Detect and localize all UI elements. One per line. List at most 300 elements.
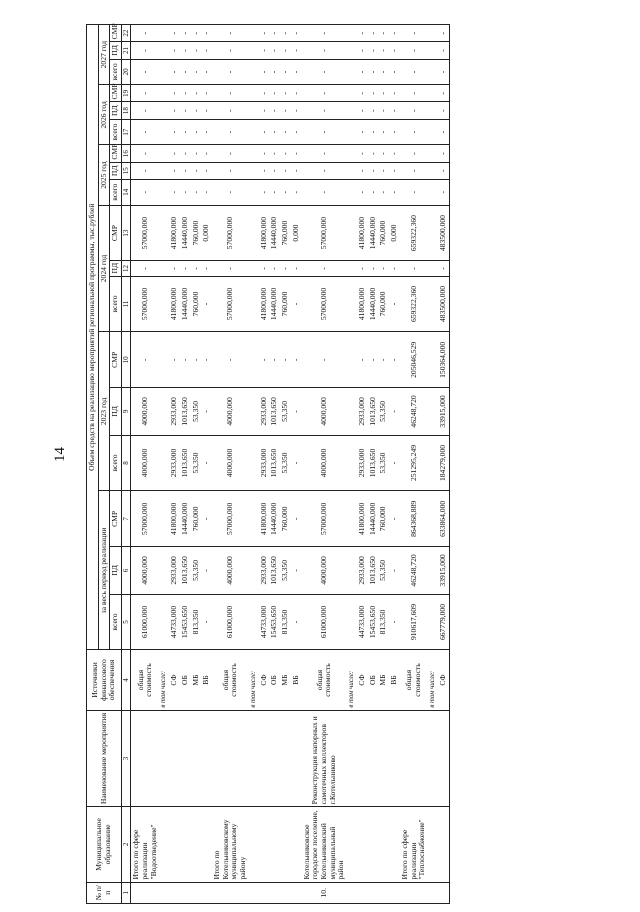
table-cell <box>347 179 357 205</box>
table-cell <box>259 882 270 903</box>
table-body <box>131 25 449 904</box>
column-number: 2 <box>122 807 131 882</box>
table-cell: - <box>201 162 212 179</box>
table-cell: 4000,000 <box>131 435 160 491</box>
table-cell: 483500,000 <box>438 276 449 332</box>
table-cell: - <box>291 85 302 102</box>
table-cell: - <box>389 332 400 388</box>
table-cell: 4000,000 <box>302 435 348 491</box>
table-cell <box>378 710 389 807</box>
table-cell: - <box>131 261 160 276</box>
header-municipality: Муниципальное образование <box>87 807 122 882</box>
table-cell: - <box>291 261 302 276</box>
table-cell <box>191 807 202 882</box>
table-cell: - <box>191 145 202 162</box>
table-cell: - <box>169 179 180 205</box>
table-cell: 14440,000 <box>180 491 191 547</box>
column-number: 5 <box>122 594 131 650</box>
table-cell <box>428 42 438 59</box>
column-number: 15 <box>122 162 131 179</box>
table-cell: - <box>280 145 291 162</box>
table-cell: - <box>269 102 280 119</box>
table-row <box>428 25 438 904</box>
table-cell <box>357 710 368 807</box>
table-cell <box>249 102 259 119</box>
table-cell: МБ <box>280 650 291 710</box>
table-cell: 1013,650 <box>269 547 280 594</box>
table-cell: - <box>212 145 249 162</box>
table-cell <box>159 594 169 650</box>
budget-sheet <box>86 24 582 904</box>
table-cell <box>428 119 438 145</box>
table-cell: 14440,000 <box>368 276 379 332</box>
table-cell: - <box>389 388 400 435</box>
table-cell: - <box>389 162 400 179</box>
table-cell: - <box>169 85 180 102</box>
subheader-cell: всего <box>110 59 122 85</box>
table-row <box>169 25 180 904</box>
table-cell: 33915,000 <box>438 388 449 435</box>
table-cell: - <box>291 179 302 205</box>
table-cell <box>428 85 438 102</box>
table-cell: общая стоимость <box>131 650 160 710</box>
table-cell: - <box>201 491 212 547</box>
table-cell: - <box>378 332 389 388</box>
table-cell: МБ <box>191 650 202 710</box>
table-cell: - <box>259 145 270 162</box>
table-cell <box>249 388 259 435</box>
table-cell: 0,000 <box>389 205 400 261</box>
table-cell: 760,000 <box>191 491 202 547</box>
table-cell: 760,000 <box>280 205 291 261</box>
table-cell: - <box>269 59 280 85</box>
table-cell: - <box>400 59 428 85</box>
table-cell: 760,000 <box>191 205 202 261</box>
table-cell: - <box>368 145 379 162</box>
subheader-cell: ПД <box>110 261 122 276</box>
table-cell <box>357 807 368 882</box>
subheader-cell: всего <box>110 435 122 491</box>
table-cell: 15453,650 <box>180 594 191 650</box>
table-cell: 57000,000 <box>302 276 348 332</box>
table-cell: 813,350 <box>378 594 389 650</box>
table-cell: СФ <box>259 650 270 710</box>
table-cell <box>249 145 259 162</box>
table-cell <box>347 162 357 179</box>
header-column-numbers <box>122 25 131 904</box>
table-row <box>389 25 400 904</box>
subheader-cell: всего <box>110 276 122 332</box>
header-year-2027: 2027 год <box>98 25 110 85</box>
table-cell: - <box>259 102 270 119</box>
table-cell: - <box>389 261 400 276</box>
subheader-cell: СМР <box>110 85 122 102</box>
table-cell <box>159 807 169 882</box>
table-cell: - <box>357 102 368 119</box>
table-cell: - <box>400 162 428 179</box>
table-cell <box>280 807 291 882</box>
table-cell: - <box>389 594 400 650</box>
table-cell: 1013,650 <box>180 388 191 435</box>
table-cell: - <box>400 119 428 145</box>
table-cell <box>159 119 169 145</box>
table-cell <box>428 491 438 547</box>
table-cell: - <box>259 85 270 102</box>
table-cell: - <box>280 162 291 179</box>
table-cell: - <box>201 85 212 102</box>
column-number: 7 <box>122 491 131 547</box>
table-cell <box>347 25 357 42</box>
table-cell: - <box>378 145 389 162</box>
table-cell: - <box>212 42 249 59</box>
table-cell: 46248,720 <box>400 388 428 435</box>
table-cell <box>378 807 389 882</box>
table-cell: - <box>400 179 428 205</box>
table-cell: - <box>201 119 212 145</box>
table-row <box>249 25 259 904</box>
table-cell: - <box>212 25 249 42</box>
table-cell <box>347 435 357 491</box>
table-row <box>302 25 348 904</box>
table-cell: - <box>389 547 400 594</box>
table-cell: - <box>280 261 291 276</box>
table-cell: в том числе: <box>249 650 259 710</box>
table-cell <box>389 710 400 807</box>
table-cell: - <box>357 261 368 276</box>
table-cell: - <box>368 179 379 205</box>
table-cell: 53,350 <box>191 388 202 435</box>
table-cell: 41800,000 <box>357 276 368 332</box>
table-cell <box>438 710 449 807</box>
table-cell: - <box>169 59 180 85</box>
table-cell: 633864,000 <box>438 491 449 547</box>
table-cell: - <box>389 276 400 332</box>
table-cell: - <box>368 261 379 276</box>
table-cell: - <box>201 59 212 85</box>
table-cell: - <box>438 261 449 276</box>
table-cell <box>428 59 438 85</box>
table-cell: - <box>212 59 249 85</box>
table-cell <box>438 882 449 903</box>
table-row <box>131 25 160 904</box>
table-cell: 41800,000 <box>259 205 270 261</box>
subheader-cell: СМР <box>110 25 122 42</box>
table-cell: - <box>169 102 180 119</box>
table-cell: 2933,000 <box>357 435 368 491</box>
table-cell <box>428 547 438 594</box>
table-cell <box>428 25 438 42</box>
table-cell: - <box>212 119 249 145</box>
table-cell: 14440,000 <box>368 205 379 261</box>
table-cell: 53,350 <box>378 388 389 435</box>
table-cell: - <box>291 276 302 332</box>
table-cell <box>400 882 428 903</box>
table-row <box>357 25 368 904</box>
table-cell: - <box>201 594 212 650</box>
table-cell: 4000,000 <box>212 547 249 594</box>
table-cell <box>159 42 169 59</box>
table-cell <box>269 710 280 807</box>
table-cell: 4000,000 <box>131 547 160 594</box>
table-cell: - <box>378 102 389 119</box>
table-cell: 44733,000 <box>357 594 368 650</box>
table-cell: - <box>302 59 348 85</box>
table-cell: 41800,000 <box>169 276 180 332</box>
table-cell <box>169 882 180 903</box>
table-cell: - <box>291 332 302 388</box>
column-number: 11 <box>122 276 131 332</box>
table-cell <box>347 59 357 85</box>
table-cell <box>201 882 212 903</box>
table-cell: - <box>291 162 302 179</box>
table-cell: - <box>400 261 428 276</box>
table-cell <box>249 491 259 547</box>
table-cell: - <box>269 119 280 145</box>
column-number: 10 <box>122 332 131 388</box>
column-number: 21 <box>122 42 131 59</box>
table-row <box>201 25 212 904</box>
table-cell <box>269 807 280 882</box>
table-cell: - <box>201 276 212 332</box>
table-cell <box>180 807 191 882</box>
table-cell: - <box>169 42 180 59</box>
table-cell <box>428 435 438 491</box>
table-cell <box>389 882 400 903</box>
table-cell <box>159 332 169 388</box>
table-cell <box>159 388 169 435</box>
table-cell: - <box>131 145 160 162</box>
table-cell: - <box>212 332 249 388</box>
column-number: 6 <box>122 547 131 594</box>
table-cell: - <box>191 162 202 179</box>
table-cell <box>159 710 169 807</box>
table-cell <box>249 59 259 85</box>
table-cell <box>347 276 357 332</box>
table-cell: - <box>400 25 428 42</box>
table-cell <box>347 85 357 102</box>
column-number: 18 <box>122 102 131 119</box>
table-cell <box>159 276 169 332</box>
table-cell: - <box>357 59 368 85</box>
table-cell: - <box>131 119 160 145</box>
table-cell: - <box>291 119 302 145</box>
header-source: Источники финансового обеспечения <box>87 650 122 710</box>
table-cell: в том числе: <box>428 650 438 710</box>
table-cell: - <box>180 25 191 42</box>
table-cell: - <box>180 59 191 85</box>
table-cell: - <box>269 179 280 205</box>
table-cell <box>249 276 259 332</box>
column-number: 12 <box>122 261 131 276</box>
table-cell <box>347 205 357 261</box>
table-cell: 41800,000 <box>357 205 368 261</box>
table-cell: - <box>438 119 449 145</box>
table-cell <box>428 162 438 179</box>
table-cell <box>180 710 191 807</box>
table-cell: - <box>438 179 449 205</box>
table-cell <box>347 261 357 276</box>
table-cell <box>400 710 428 807</box>
table-cell <box>428 388 438 435</box>
table-cell: - <box>280 179 291 205</box>
table-cell <box>259 807 270 882</box>
table-cell: - <box>269 332 280 388</box>
table-cell: - <box>378 42 389 59</box>
table-cell <box>249 435 259 491</box>
table-cell: - <box>259 261 270 276</box>
table-cell: - <box>389 119 400 145</box>
table-cell: - <box>131 332 160 388</box>
table-cell <box>368 882 379 903</box>
table-cell: 2933,000 <box>169 388 180 435</box>
table-cell: - <box>191 119 202 145</box>
table-cell: - <box>357 145 368 162</box>
table-cell <box>159 547 169 594</box>
table-cell: - <box>131 25 160 42</box>
table-cell: - <box>269 162 280 179</box>
table-cell: - <box>131 102 160 119</box>
table-cell: - <box>291 102 302 119</box>
table-cell <box>347 882 357 903</box>
table-cell <box>428 710 438 807</box>
table-cell <box>159 59 169 85</box>
table-cell: 910617,609 <box>400 594 428 650</box>
column-number: 4 <box>122 650 131 710</box>
table-cell <box>347 491 357 547</box>
table-cell <box>169 807 180 882</box>
table-cell <box>159 102 169 119</box>
table-cell: 760,000 <box>378 491 389 547</box>
table-cell: 41800,000 <box>259 491 270 547</box>
table-cell <box>249 25 259 42</box>
table-row <box>368 25 379 904</box>
table-cell: - <box>269 42 280 59</box>
table-cell: 14440,000 <box>269 276 280 332</box>
table-cell: - <box>212 179 249 205</box>
table-cell: - <box>259 42 270 59</box>
table-row <box>269 25 280 904</box>
table-cell <box>428 594 438 650</box>
table-cell: - <box>131 85 160 102</box>
table-cell: ОБ <box>180 650 191 710</box>
table-cell: - <box>291 491 302 547</box>
table-cell: ВБ <box>389 650 400 710</box>
table-cell <box>212 882 249 903</box>
table-cell: 1013,650 <box>180 435 191 491</box>
table-cell: - <box>280 332 291 388</box>
table-cell: - <box>389 145 400 162</box>
table-cell <box>347 547 357 594</box>
table-row <box>378 25 389 904</box>
table-cell: - <box>378 25 389 42</box>
table-cell <box>159 261 169 276</box>
table-cell: - <box>191 85 202 102</box>
subheader-cell: ПД <box>110 42 122 59</box>
table-cell: общая стоимость <box>212 650 249 710</box>
column-number: 8 <box>122 435 131 491</box>
table-cell: - <box>438 145 449 162</box>
table-cell: - <box>357 119 368 145</box>
table-cell: - <box>131 162 160 179</box>
table-cell: 0,000 <box>291 205 302 261</box>
table-cell: 1013,650 <box>368 435 379 491</box>
table-cell <box>428 205 438 261</box>
subheader-cell: ПД <box>110 102 122 119</box>
table-cell: - <box>378 59 389 85</box>
table-cell <box>280 710 291 807</box>
table-cell: Итого по сфере реализации "Водоотведение" <box>131 807 160 882</box>
table-cell: 41800,000 <box>259 276 270 332</box>
table-cell: 53,350 <box>378 547 389 594</box>
table-cell: 10. <box>302 882 348 903</box>
table-cell: - <box>357 179 368 205</box>
header-volume: Объем средств на реализацию мероприятий региональной программы, тыс.рублей <box>87 25 99 650</box>
table-row <box>280 25 291 904</box>
table-cell: - <box>191 332 202 388</box>
column-number: 14 <box>122 179 131 205</box>
table-cell: - <box>280 119 291 145</box>
table-cell: - <box>169 332 180 388</box>
column-number: 1 <box>122 882 131 903</box>
table-cell <box>259 710 270 807</box>
table-cell: - <box>357 25 368 42</box>
table-cell: - <box>269 85 280 102</box>
table-cell: - <box>191 25 202 42</box>
table-row <box>191 25 202 904</box>
table-cell: 61000,000 <box>302 594 348 650</box>
table-cell: - <box>291 594 302 650</box>
table-cell: 57000,000 <box>131 276 160 332</box>
table-cell: 57000,000 <box>131 491 160 547</box>
table-cell: 53,350 <box>280 547 291 594</box>
table-cell: - <box>368 25 379 42</box>
table-cell: 1013,650 <box>368 388 379 435</box>
table-cell: - <box>280 102 291 119</box>
table-cell <box>249 119 259 145</box>
table-cell: ОБ <box>269 650 280 710</box>
subheader-cell: всего <box>110 594 122 650</box>
table-cell: - <box>191 42 202 59</box>
subheader-cell: СМР <box>110 205 122 261</box>
table-cell: - <box>131 59 160 85</box>
table-cell: 1013,650 <box>269 435 280 491</box>
table-cell: - <box>291 435 302 491</box>
table-cell <box>249 332 259 388</box>
table-cell: общая стоимость <box>400 650 428 710</box>
table-cell: - <box>269 261 280 276</box>
table-cell <box>428 102 438 119</box>
table-cell <box>212 710 249 807</box>
table-cell: 53,350 <box>280 388 291 435</box>
table-cell: - <box>389 179 400 205</box>
table-cell: 57000,000 <box>212 205 249 261</box>
table-cell: - <box>269 25 280 42</box>
table-cell: - <box>378 179 389 205</box>
table-cell <box>291 882 302 903</box>
table-cell: - <box>291 547 302 594</box>
table-cell: 760,000 <box>378 276 389 332</box>
table-cell: - <box>389 42 400 59</box>
table-cell: - <box>302 179 348 205</box>
table-row <box>180 25 191 904</box>
header-event: Наименование мероприятия <box>87 710 122 807</box>
table-cell: 14440,000 <box>368 491 379 547</box>
table-cell: - <box>302 119 348 145</box>
table-cell: 61000,000 <box>131 594 160 650</box>
table-cell: 2933,000 <box>259 547 270 594</box>
table-cell <box>249 710 259 807</box>
subheader-cell: всего <box>110 119 122 145</box>
